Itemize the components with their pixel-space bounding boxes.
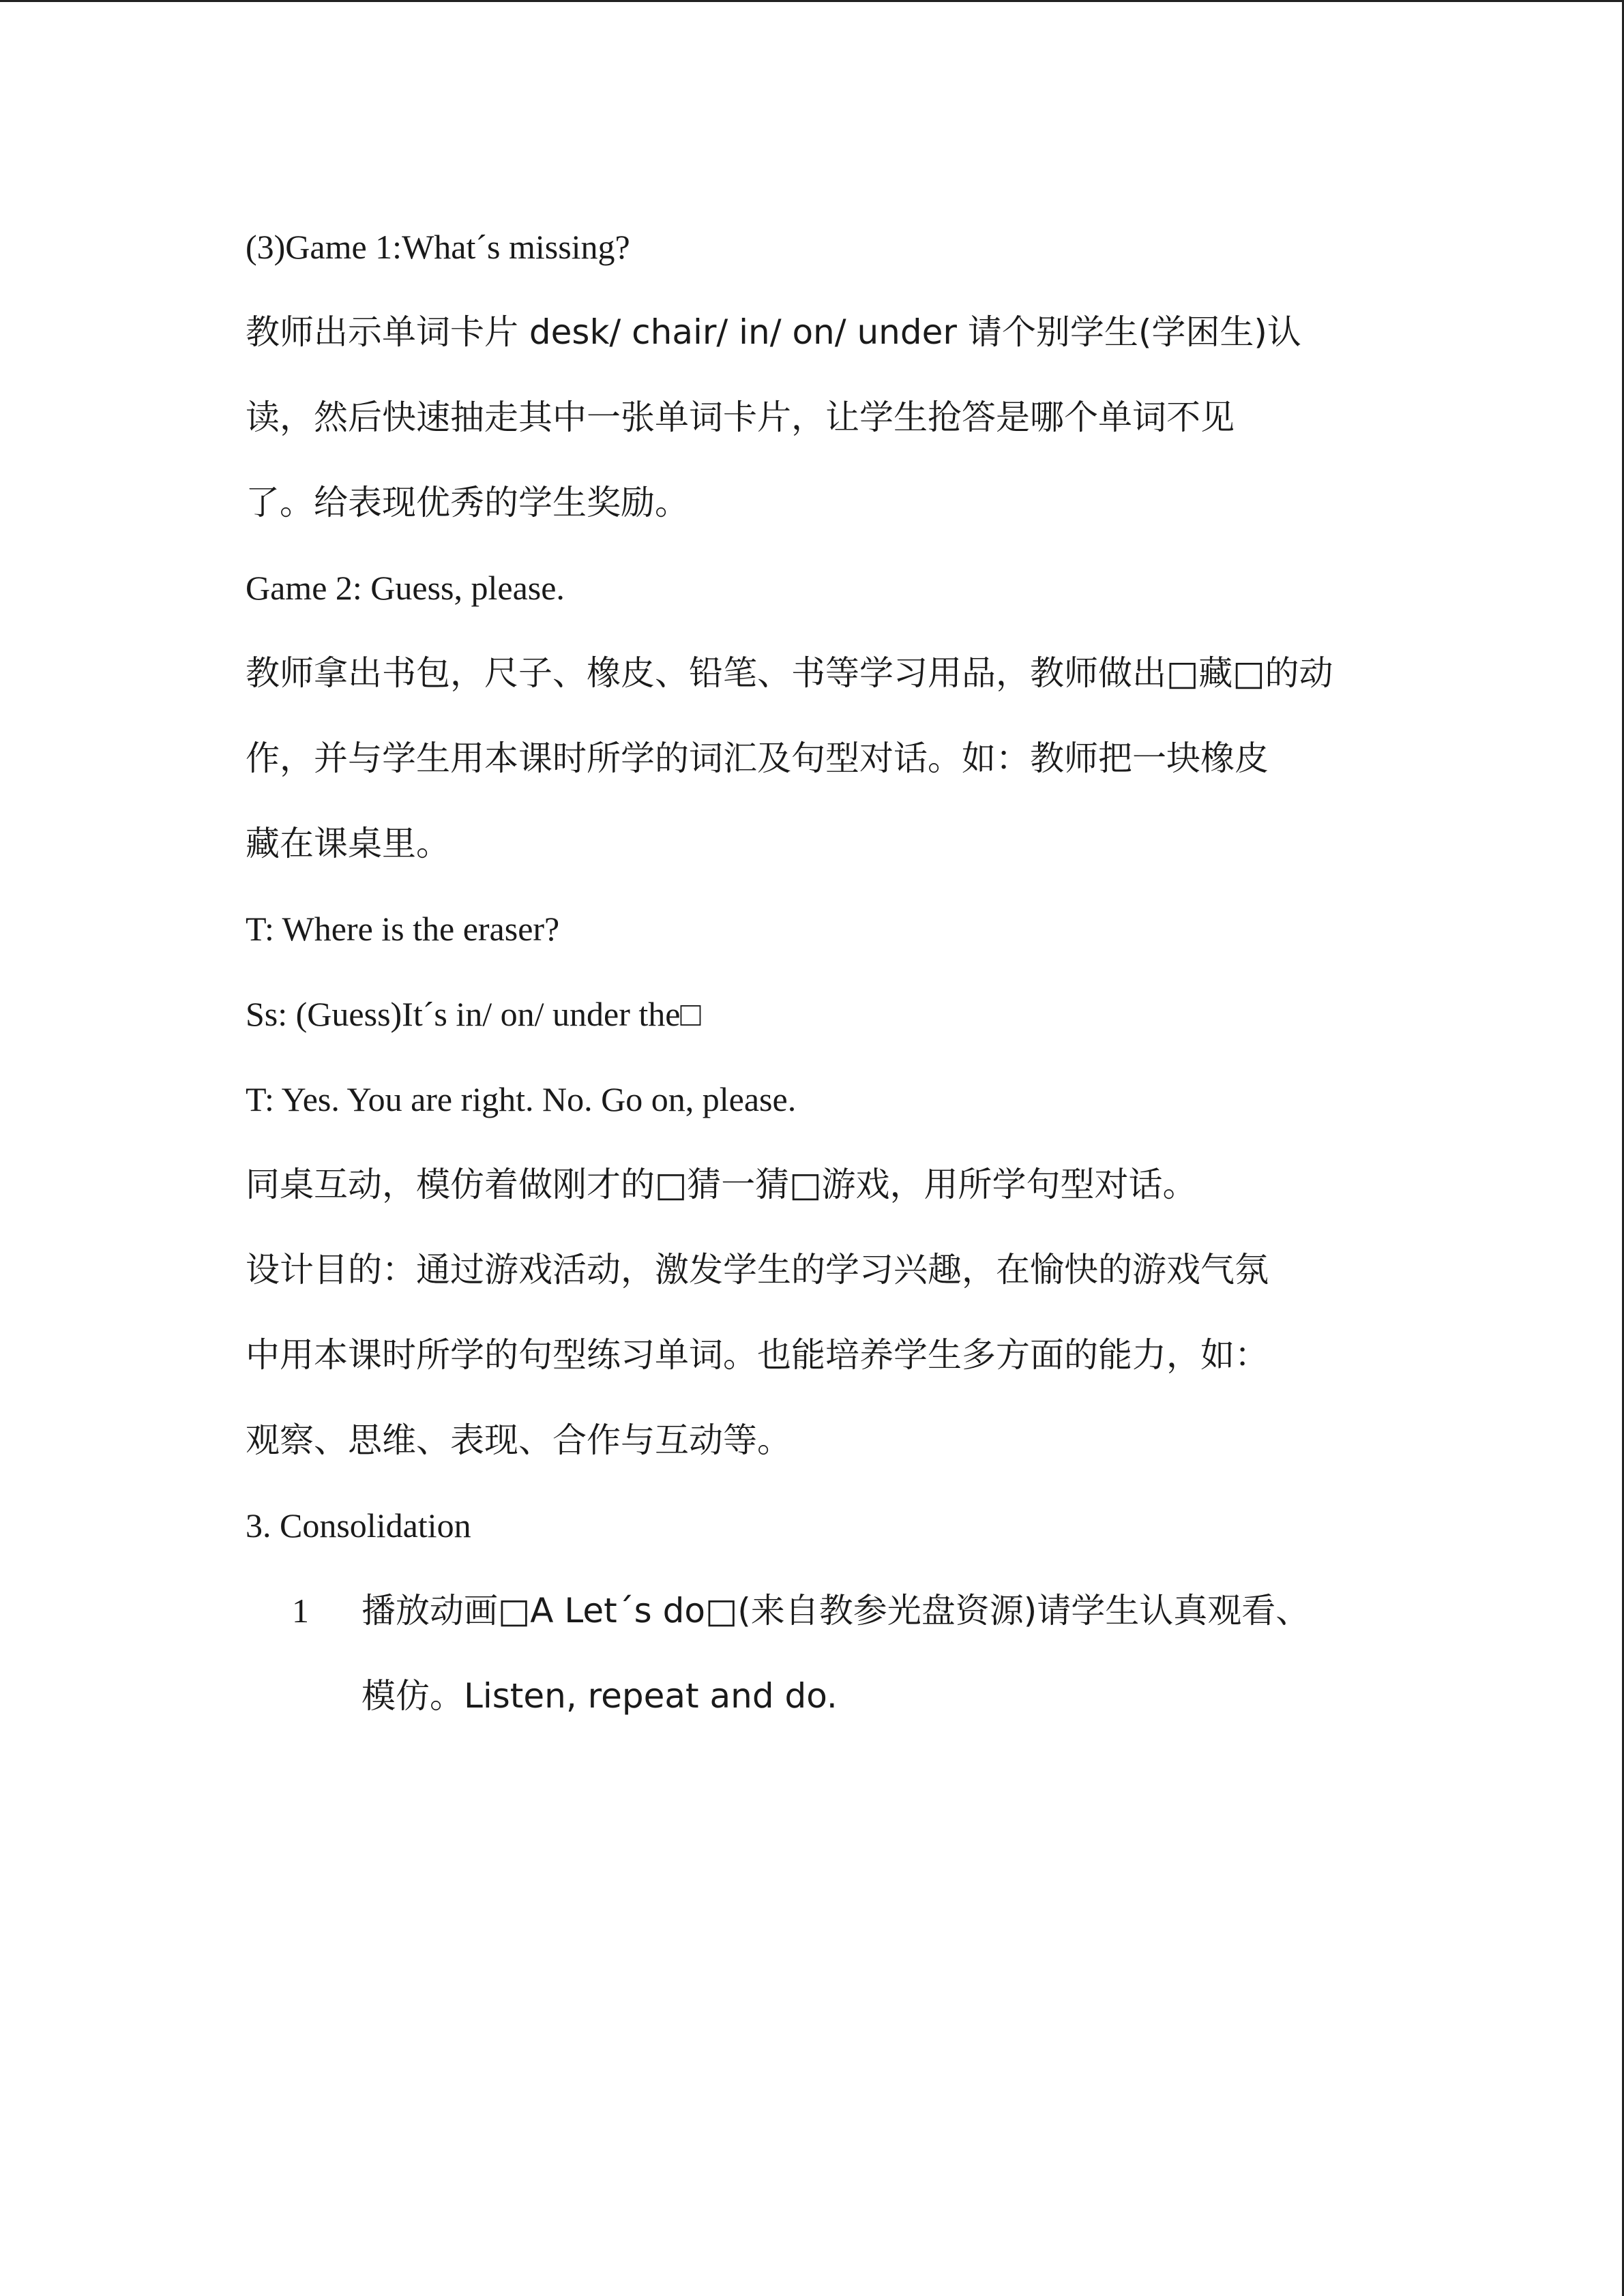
game-1-instruction-line-1: 教师出示单词卡片 desk/ chair/ in/ on/ under 请个别学生(学困生)认 — [246, 312, 1301, 352]
pair-activity-text: 同桌互动，模仿着做刚才的□猜一猜□游戏，用所学句型对话。 — [246, 1165, 1197, 1204]
list-item-number: 1 — [292, 1592, 309, 1630]
consolidation-heading: 3. Consolidation — [246, 1506, 471, 1545]
consolidation-list-item — [246, 1568, 1391, 1739]
game-2-heading: Game 2: Guess, please. — [246, 569, 565, 607]
design-purpose-line-3: 观察、思维、表现、合作与互动等。 — [246, 1420, 791, 1460]
game-2-instruction-line-3: 藏在课桌里。 — [246, 824, 450, 863]
game-1-heading: (3)Game 1:What´s missing? — [246, 228, 630, 266]
page-top-border — [0, 0, 1624, 2]
dialogue-teacher-question: T: Where is the eraser? — [246, 910, 560, 948]
game-1-instruction-line-2: 读，然后快速抽走其中一张单词卡片，让学生抢答是哪个单词不见 — [246, 398, 1235, 437]
list-item-line-2: 模仿。Listen, repeat and do. — [361, 1676, 838, 1716]
design-purpose-line-2: 中用本课时所学的句型练习单词。也能培养学生多方面的能力，如： — [246, 1335, 1269, 1375]
design-purpose-line-1: 设计目的：通过游戏活动，激发学生的学习兴趣，在愉快的游戏气氛 — [246, 1250, 1269, 1289]
game-2-instruction-line-1: 教师拿出书包，尺子、橡皮、铅笔、书等学习用品，教师做出□藏□的动 — [246, 653, 1333, 693]
game-1-instruction-line-3: 了。给表现优秀的学生奖励。 — [246, 483, 689, 522]
game-2-instruction-line-2: 作，并与学生用本课时所学的词汇及句型对话。如：教师把一块橡皮 — [246, 739, 1269, 778]
dialogue-teacher-response: T: Yes. You are right. No. Go on, please. — [246, 1080, 797, 1118]
list-item-line-1: 播放动画□A Let´s do□(来自教参光盘资源)请学生认真观看、 — [361, 1591, 1310, 1630]
document-body — [246, 205, 1391, 1739]
dialogue-students-answer: Ss: (Guess)It´s in/ on/ under the□ — [246, 995, 701, 1033]
